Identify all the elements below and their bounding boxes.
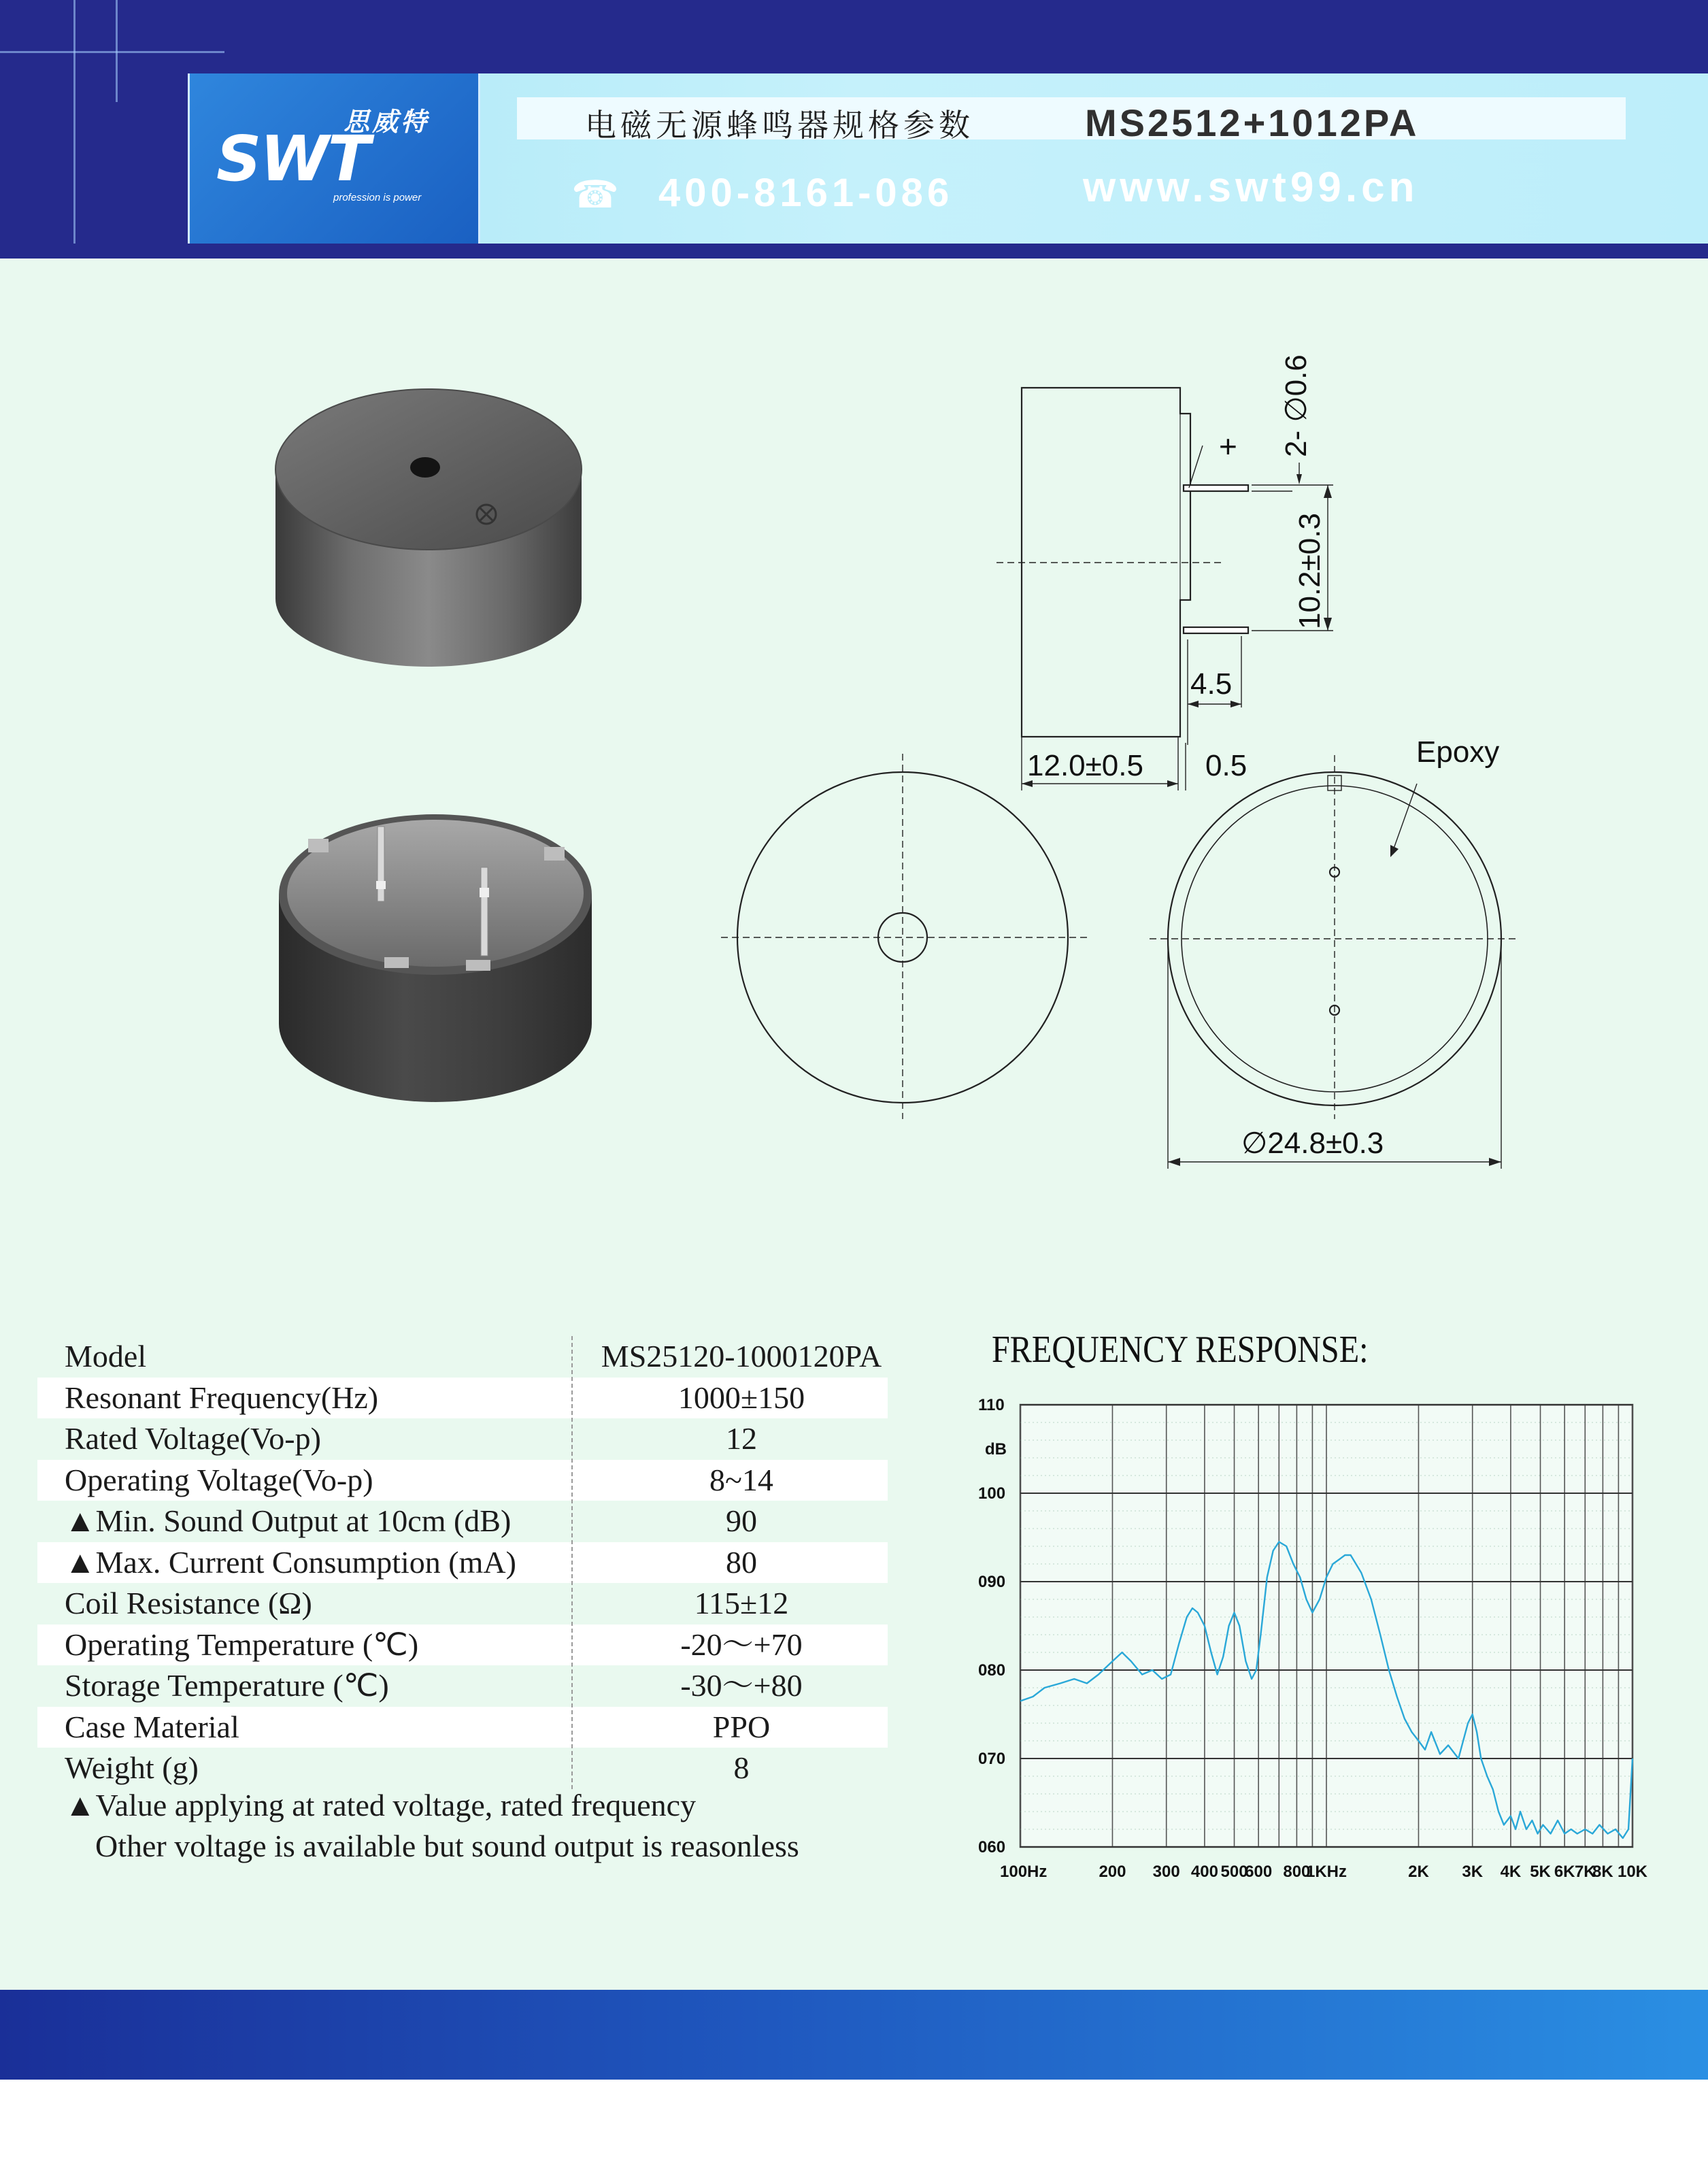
spec-label: Operating Temperature (℃): [65, 1627, 419, 1662]
header-top-band: [0, 0, 1708, 73]
spec-label: ▲Min. Sound Output at 10cm (dB): [65, 1503, 512, 1538]
spec-value: 8~14: [709, 1462, 773, 1497]
table-row: [37, 1336, 888, 1378]
x-tick-label: 300: [1152, 1863, 1180, 1881]
table-row: [37, 1583, 888, 1624]
spec-value: 80: [726, 1544, 757, 1580]
table-row: [37, 1665, 888, 1707]
table-divider: [571, 1336, 573, 1789]
chart-title: FREQUENCY RESPONSE:: [992, 1329, 1369, 1371]
x-tick-label: 7K: [1574, 1863, 1596, 1881]
height-label: 12.0±0.5: [1027, 749, 1143, 782]
spec-value: 1000±150: [677, 1380, 805, 1415]
x-tick-label: 3K: [1462, 1863, 1484, 1881]
x-tick-label: 1KHz: [1305, 1863, 1347, 1881]
table-row: [37, 1418, 888, 1460]
y-axis-label: dB: [985, 1440, 1007, 1459]
footer-blank: [0, 2080, 1708, 2183]
footer-band: [0, 1990, 1708, 2080]
spec-value: -30～+80: [680, 1668, 803, 1703]
y-tick-label: 110: [978, 1396, 1005, 1414]
website-url[interactable]: www.swt99.cn: [1083, 164, 1419, 211]
spec-label: Storage Temperature (℃): [65, 1668, 389, 1703]
y-tick-label: 100: [978, 1484, 1006, 1503]
front-view: [721, 754, 1088, 1119]
spec-value: 115±12: [694, 1586, 789, 1620]
y-tick-label: 090: [978, 1573, 1006, 1591]
decorative-line: [0, 51, 224, 53]
spec-value: 12: [726, 1421, 757, 1456]
back-view: [1150, 755, 1517, 1169]
x-tick-label: 600: [1245, 1863, 1273, 1881]
x-tick-label: 500: [1220, 1863, 1248, 1881]
brand-name-cn: 思威特: [344, 107, 430, 137]
table-row: [37, 1542, 888, 1584]
x-tick-label: 10K: [1617, 1863, 1648, 1881]
spec-note: Other voltage is available but sound output is reasonless: [95, 1829, 799, 1863]
x-tick-label: 6K: [1554, 1863, 1575, 1881]
spec-label: Operating Voltage(Vo-p): [65, 1462, 373, 1497]
x-tick-label: 200: [1099, 1863, 1126, 1881]
spec-label: Resonant Frequency(Hz): [65, 1380, 379, 1415]
brand-logo-text: SWT: [216, 122, 369, 195]
y-tick-label: 060: [978, 1838, 1006, 1856]
spec-value: -20～+70: [680, 1627, 803, 1662]
spec-table: [37, 1336, 888, 1789]
table-row: [37, 1378, 888, 1419]
pin-pitch-label: 10.2±0.3: [1293, 513, 1326, 629]
phone-number: 400-8161-086: [658, 171, 954, 215]
product-photo-bottom: [275, 806, 595, 1119]
pin-length-label: 4.5: [1190, 667, 1233, 701]
spec-label: Model: [65, 1339, 147, 1373]
x-tick-label: 5K: [1530, 1863, 1551, 1881]
x-tick-label: 8K: [1592, 1863, 1613, 1881]
model-code: MS2512+1012PA: [1085, 101, 1420, 144]
spec-value: MS25120-1000120PA: [601, 1339, 882, 1373]
plus-label: +: [1219, 429, 1237, 464]
spec-label: Case Material: [65, 1709, 239, 1744]
pin-diameter-label: 2- ∅0.6: [1279, 354, 1313, 457]
y-tick-label: 080: [978, 1661, 1006, 1680]
brand-tagline: profession is power: [333, 192, 422, 203]
spec-label: Weight (g): [65, 1750, 199, 1785]
table-row: [37, 1748, 888, 1789]
product-photo-top: [272, 381, 585, 680]
spec-note: ▲Value applying at rated voltage, rated frequency: [65, 1788, 697, 1822]
x-tick-label: 4K: [1500, 1863, 1522, 1881]
technical-drawing: [707, 327, 1585, 1184]
table-row: [37, 1460, 888, 1501]
x-tick-label: 800: [1283, 1863, 1311, 1881]
spec-label: ▲Max. Current Consumption (mA): [65, 1544, 516, 1580]
spec-value: 8: [733, 1750, 750, 1785]
spec-value: PPO: [712, 1709, 771, 1744]
frequency-response-chart: [966, 1381, 1660, 1898]
diameter-label: ∅24.8±0.3: [1241, 1127, 1384, 1160]
x-tick-label: 2K: [1408, 1863, 1429, 1881]
y-tick-label: 070: [978, 1750, 1006, 1768]
epoxy-label: Epoxy: [1416, 735, 1500, 769]
document-title: 电磁无源蜂鸣器规格参数: [585, 107, 974, 144]
table-row: [37, 1501, 888, 1542]
table-row: [37, 1624, 888, 1666]
telephone-icon: ☎: [571, 173, 619, 217]
x-tick-label: 100Hz: [1000, 1863, 1048, 1881]
decorative-line: [73, 0, 76, 244]
table-row: [37, 1707, 888, 1748]
spec-label: Rated Voltage(Vo-p): [65, 1421, 321, 1456]
spec-value: 90: [726, 1503, 757, 1538]
spec-label: Coil Resistance (Ω): [65, 1586, 312, 1620]
x-tick-label: 400: [1190, 1863, 1218, 1881]
base-gap-label: 0.5: [1205, 749, 1247, 782]
header-left-panel: [0, 73, 188, 244]
header-bottom-stripe: [0, 244, 1708, 259]
